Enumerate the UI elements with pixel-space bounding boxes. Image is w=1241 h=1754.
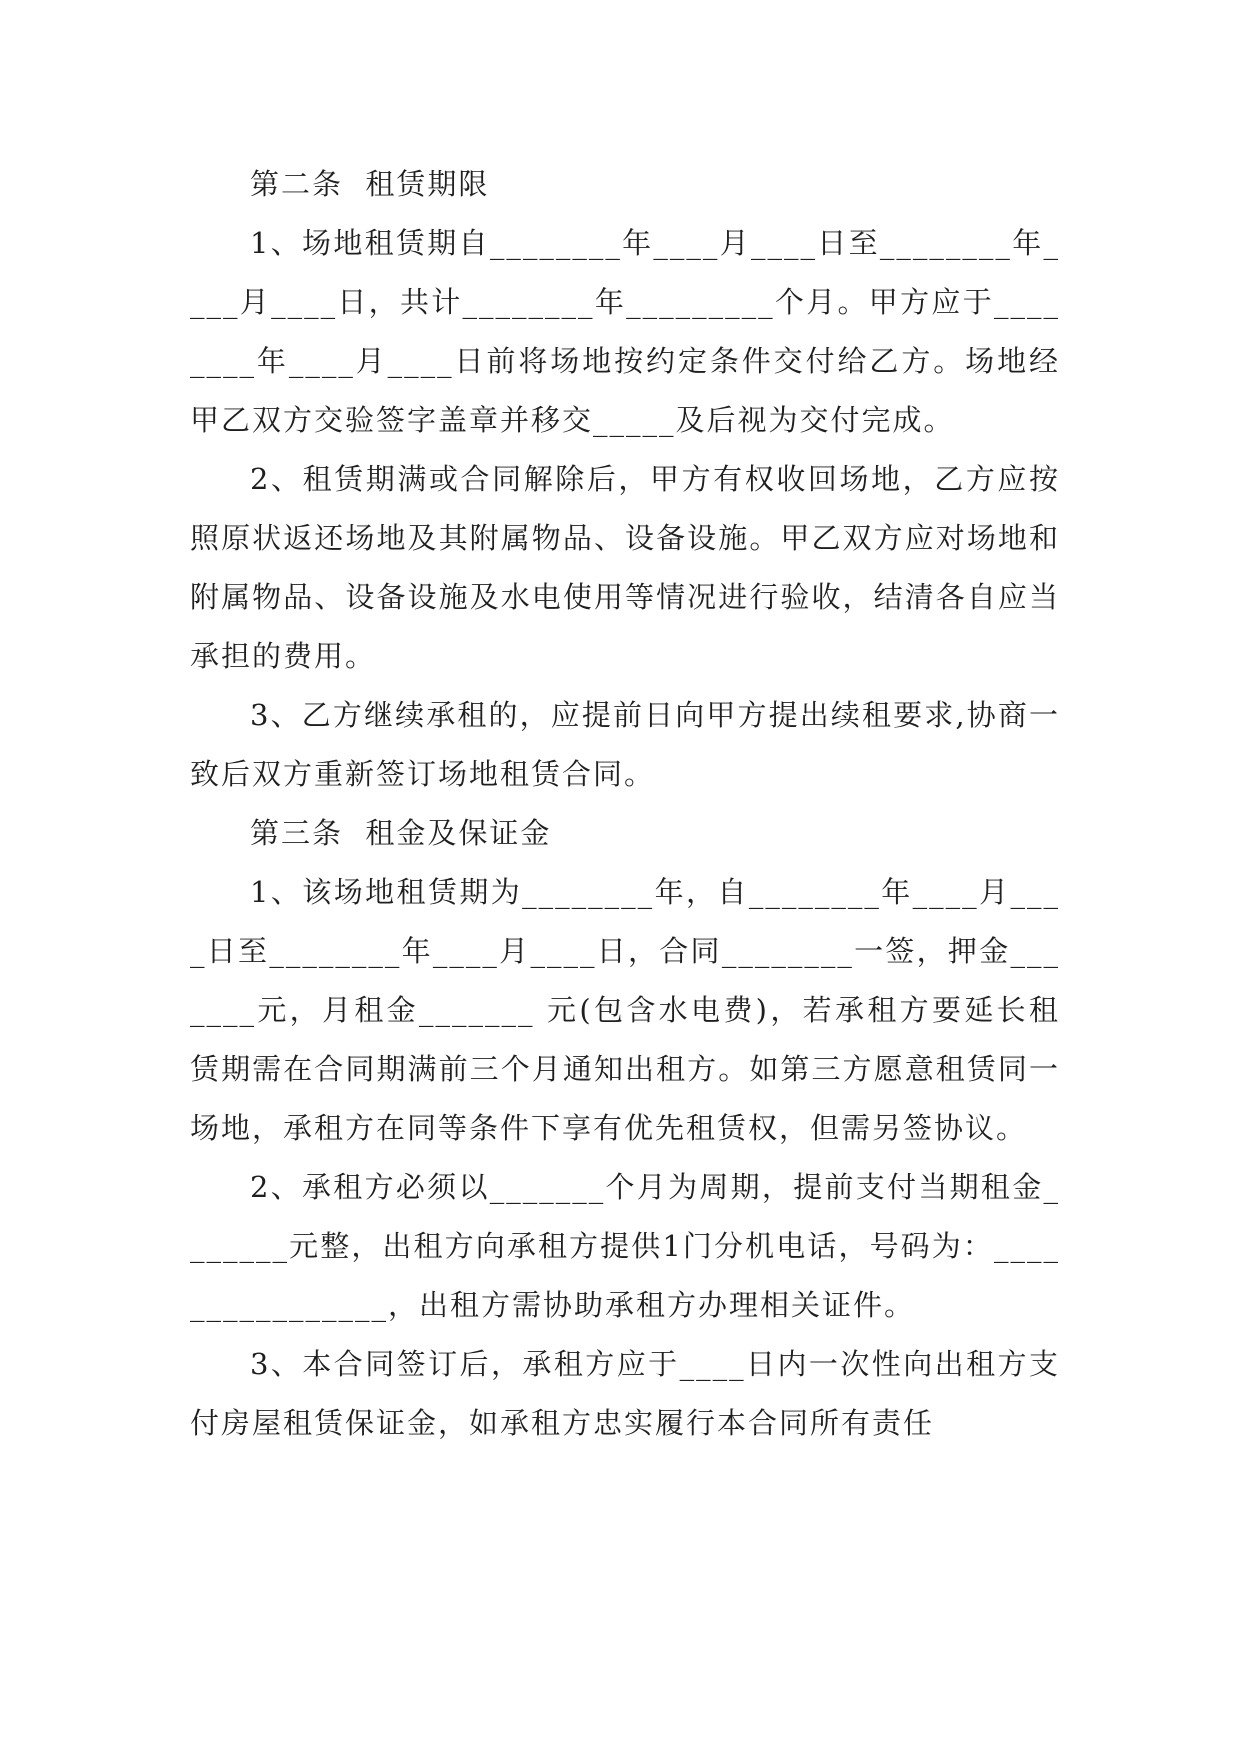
document-body xyxy=(190,155,1060,1453)
article-3-clause-3: 3、本合同签订后，承租方应于____日内一次性向出租方支付房屋租赁保证金，如承租方忠实履行本合同所有责任 xyxy=(190,1347,1060,1440)
article-2-heading: 第二条 租赁期限 xyxy=(250,167,490,201)
article-3-clause-2: 2、承租方必须以_______个月为周期，提前支付当期租金_______元整，出租方向承租方提供1门分机电话，号码为：________________，出租方需协助承租方办理相关证件。 xyxy=(190,1170,1060,1322)
article-2-clause-2: 2、租赁期满或合同解除后，甲方有权收回场地，乙方应按照原状返还场地及其附属物品、设备设施。甲乙双方应对场地和附属物品、设备设施及水电使用等情况进行验收，结清各自应当承担的费用。 xyxy=(190,462,1060,673)
article-2-clause-1: 1、场地租赁期自________年____月____日至________年____月____日，共计________年_________个月。甲方应于________年____月____日前将场地按约定条件交付给乙方。场地经甲乙双方交验签字盖章并移交_____及后视为交付完成。 xyxy=(190,226,1060,437)
article-3-heading: 第三条 租金及保证金 xyxy=(250,816,552,850)
article-2-clause-3: 3、乙方继续承租的，应提前日向甲方提出续租要求,协商一致后双方重新签订场地租赁合同。 xyxy=(190,698,1060,791)
article-3-clause-1: 1、该场地租赁期为________年，自________年____月____日至________年____月____日，合同________一签，押金_______元，月租金_______ 元(包含水电费)，若承租方要延长租赁期需在合同期满前三个月通知出租方。如第三方愿意租赁同一场地，承租方在同等条件下享有优先租赁权，但需另签协议。 xyxy=(190,875,1060,1145)
